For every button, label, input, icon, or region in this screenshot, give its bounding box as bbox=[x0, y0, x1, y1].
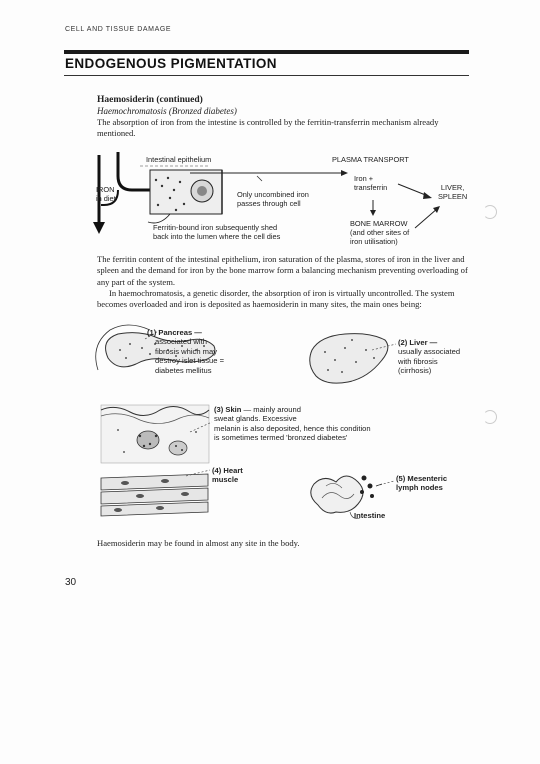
site-liver: (2) Liver — usually associated with fibrosis (cirrhosis) bbox=[398, 338, 461, 376]
chapter-title: ENDOGENOUS PIGMENTATION bbox=[65, 56, 277, 71]
label-bone-marrow: BONE MARROW (and other sites of iron utilisation) bbox=[350, 219, 410, 246]
body-paragraph-1: The ferritin content of the intestinal epithelium, iron saturation of the plasma, stores of iron in the liver and spleen and the demand for iron by the bone marrow form a balancing mechanism preventing overloading of any part of the system. bbox=[97, 254, 468, 287]
running-head: CELL AND TISSUE DAMAGE bbox=[65, 26, 172, 33]
site-heart-muscle: (4) Heart muscle bbox=[212, 466, 243, 485]
section-heading: Haemosiderin (continued) bbox=[97, 95, 203, 105]
heart-muscle-illustration bbox=[101, 470, 210, 516]
label-plasma-transport: PLASMA TRANSPORT bbox=[332, 155, 409, 164]
label-only-uncombined-iron: Only uncombined iron passes through cell bbox=[237, 190, 309, 208]
label-intestine: Intestine bbox=[354, 511, 386, 520]
label-intestinal-epithelium: Intestinal epithelium bbox=[146, 155, 212, 164]
label-liver-spleen: LIVER, SPLEEN bbox=[438, 183, 468, 201]
closing-sentence: Haemosiderin may be found in almost any site in the body. bbox=[97, 538, 300, 548]
binding-hole-mark bbox=[483, 205, 497, 219]
intro-paragraph: The absorption of iron from the intestine is controlled by the ferritin-transferrin mechanism already mentioned. bbox=[97, 117, 439, 139]
section-subheading: Haemochromatosis (Bronzed diabetes) bbox=[97, 106, 237, 116]
label-iron-transferrin: Iron + transferrin bbox=[354, 174, 388, 192]
label-iron-in-diet: IRON in diet bbox=[96, 185, 116, 203]
site-skin: (3) Skin — mainly around sweat glands. Excessive melanin is also deposited, hence this condition is sometimes termed 'bronzed diabetes' bbox=[214, 405, 371, 443]
label-ferritin-bound-iron: Ferritin-bound iron subsequently shed back into the lumen where the cell dies bbox=[153, 223, 281, 241]
body-paragraph-2: In haemochromatosis, a genetic disorder, the absorption of iron is virtually uncontrolled. The system becomes overloaded and iron is deposited as haemosiderin in many sites, the main ones being: bbox=[97, 288, 455, 310]
binding-hole-mark bbox=[483, 410, 497, 424]
site-pancreas: (1) Pancreas — associated with fibrosis which may destroy islet tissue = diabetes mellitus bbox=[147, 328, 225, 375]
skin-illustration bbox=[101, 405, 212, 463]
page-number: 30 bbox=[65, 577, 77, 588]
site-mesenteric-lymph-nodes: (5) Mesenteric lymph nodes bbox=[396, 474, 448, 493]
liver-illustration bbox=[310, 334, 396, 384]
